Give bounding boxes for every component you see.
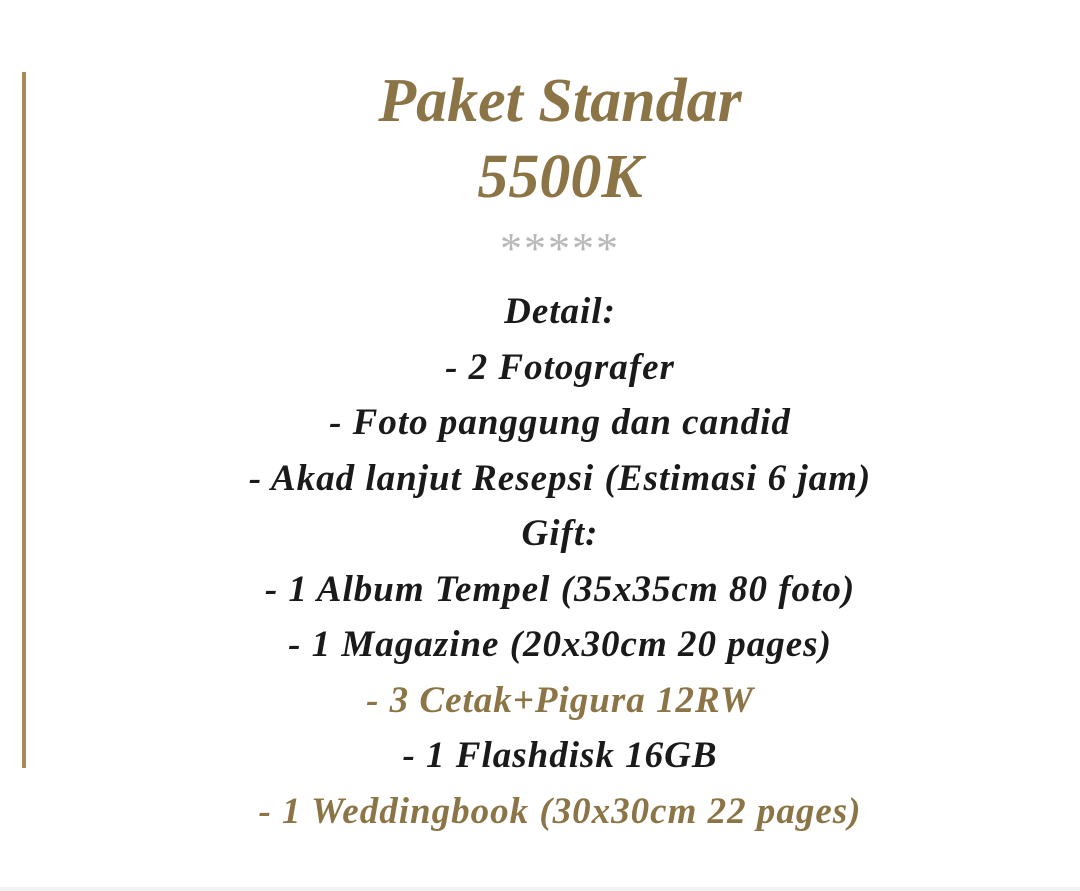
package-card xyxy=(40,66,1080,839)
package-price: 5500K xyxy=(477,143,643,211)
gift-item: - 1 Weddingbook (30x30cm 22 pages) xyxy=(258,790,862,832)
gift-item: - 1 Flashdisk 16GB xyxy=(402,735,718,776)
gift-item: - 1 Magazine (20x30cm 20 pages) xyxy=(288,624,832,665)
detail-item: - 2 Fotografer xyxy=(445,346,675,388)
package-title: Paket Standar xyxy=(378,67,742,135)
detail-item: - Akad lanjut Resepsi (Estimasi 6 jam) xyxy=(248,457,872,499)
detail-item: - Foto panggung dan candid xyxy=(329,402,791,443)
decorative-vertical-line xyxy=(22,72,26,768)
detail-heading: Detail: xyxy=(504,291,616,332)
bottom-divider xyxy=(0,887,1080,891)
package-details-list xyxy=(40,284,1080,839)
gift-item: - 3 Cetak+Pigura 12RW xyxy=(366,679,754,721)
rating-stars: ***** xyxy=(500,224,620,273)
gift-heading: Gift: xyxy=(521,513,599,554)
gift-item: - 1 Album Tempel (35x35cm 80 foto) xyxy=(264,568,856,610)
